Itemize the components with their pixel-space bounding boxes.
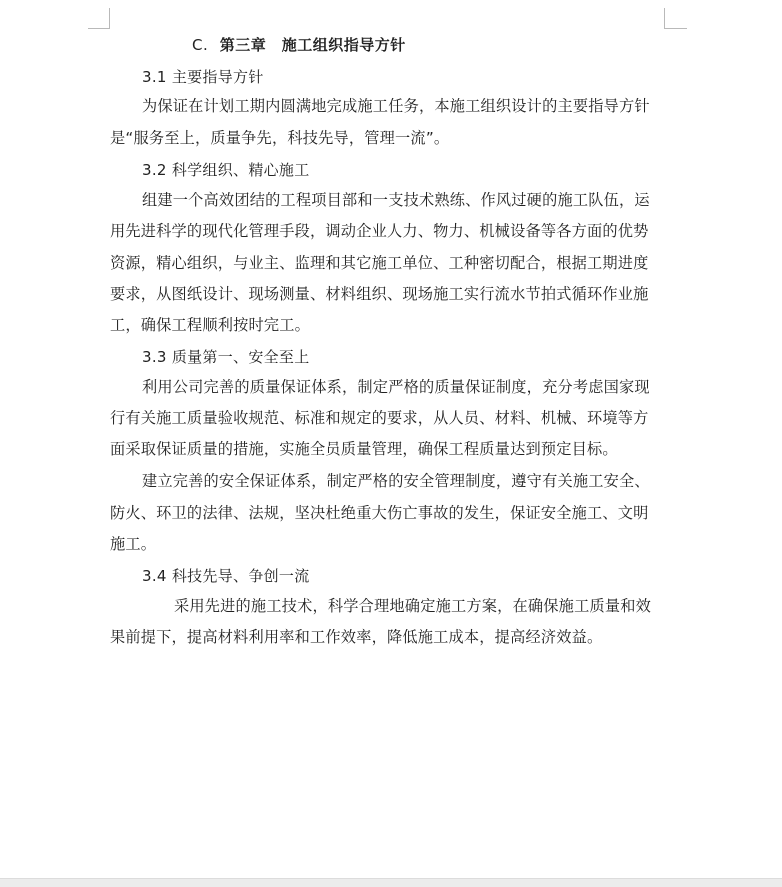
paragraph-line: 采用先进的施工技术，科学合理地确定施工方案，在确保施工质量和效: [174, 597, 652, 615]
paragraph-line: 要求，从图纸设计、现场测量、材料组织、现场施工实行流水节拍式循环作业施: [110, 285, 649, 303]
paragraph-line: 建立完善的安全保证体系，制定严格的安全管理制度，遵守有关施工安全、: [142, 472, 650, 490]
section-heading-3-1: 3.1 主要指导方针: [142, 68, 264, 86]
section-heading-3-3: 3.3 质量第一、安全至上: [142, 348, 310, 366]
paragraph-line: 用先进科学的现代化管理手段，调动企业人力、物力、机械设备等各方面的优势: [110, 222, 649, 240]
section-heading-3-2: 3.2 科学组织、精心施工: [142, 161, 310, 179]
crop-mark-top-left: [88, 8, 110, 29]
paragraph-line: 施工。: [110, 535, 157, 553]
paragraph-line: 工，确保工程顺利按时完工。: [110, 316, 311, 334]
chapter-title: [192, 34, 406, 55]
chapter-title-text: 第三章 施工组织指导方针: [219, 36, 406, 54]
paragraph-line: 果前提下，提高材料利用率和工作效率，降低施工成本，提高经济效益。: [110, 628, 603, 646]
paragraph-line: 利用公司完善的质量保证体系，制定严格的质量保证制度，充分考虑国家现: [142, 378, 650, 396]
paragraph-line: 面采取保证质量的措施，实施全员质量管理，确保工程质量达到预定目标。: [110, 440, 618, 458]
paragraph-line: 资源，精心组织，与业主、监理和其它施工单位、工种密切配合，根据工期进度: [110, 254, 649, 272]
paragraph-line: 是“服务至上，质量争先，科技先导，管理一流”。: [110, 129, 450, 147]
section-heading-3-4: 3.4 科技先导、争创一流: [142, 567, 310, 585]
paragraph-line: 组建一个高效团结的工程项目部和一支技术熟练、作风过硬的施工队伍，运: [142, 191, 650, 209]
paragraph-line: 行有关施工质量验收规范、标准和规定的要求，从人员、材料、机械、环境等方: [110, 409, 649, 427]
chapter-title-prefix: C.: [192, 36, 209, 54]
paragraph-line: 防火、环卫的法律、法规，坚决杜绝重大伤亡事故的发生，保证安全施工、文明: [110, 504, 649, 522]
paragraph-line: 为保证在计划工期内圆满地完成施工任务，本施工组织设计的主要指导方针: [142, 97, 650, 115]
crop-mark-top-right: [664, 8, 687, 29]
